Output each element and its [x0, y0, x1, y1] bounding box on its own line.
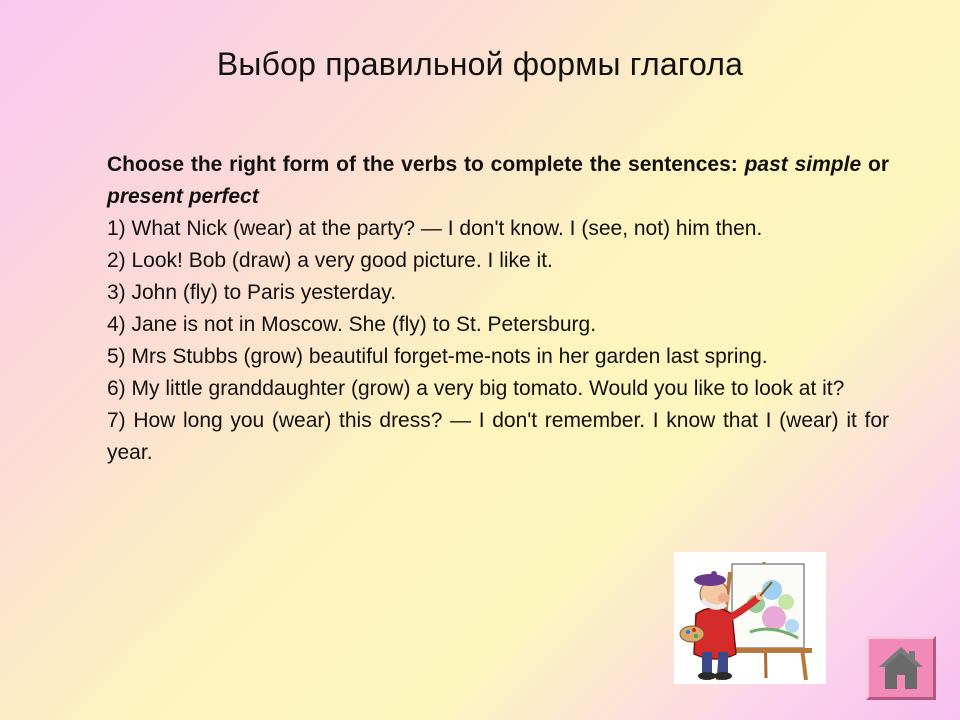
painter-illustration [674, 552, 826, 684]
sentence-6: 6) My little granddaughter (grow) a very big tomato. Would you like to look at it? [107, 377, 845, 400]
tense-present-perfect: present perfect [107, 185, 259, 208]
exercise-instruction [107, 149, 889, 213]
tense-past-simple: past simple [744, 153, 862, 176]
sentence-2: 2) Look! Bob (draw) a very good picture. I like it. [107, 249, 553, 272]
slide-title: Выбор правильной формы глагола [216, 46, 744, 82]
sentence-3: 3) John (fly) to Paris yesterday. [107, 281, 397, 304]
sentence-4: 4) Jane is not in Moscow. She (fly) to St. Petersburg. [107, 313, 597, 336]
exercise-text [107, 149, 889, 469]
painter-at-easel-icon [674, 552, 826, 684]
sentence-7: 7) How long you (wear) this dress? — I don't remember. I know that I (wear) it for year. [107, 409, 889, 464]
instruction-text: Choose the right form of the verbs to complete the sentences: [107, 153, 738, 176]
instruction-conjunction: or [868, 153, 889, 176]
sentence-5: 5) Mrs Stubbs (grow) beautiful forget-me-nots in her garden last spring. [107, 345, 768, 368]
sentence-1: 1) What Nick (wear) at the party? — I don't know. I (see, not) him then. [107, 217, 763, 240]
home-button[interactable] [866, 636, 936, 700]
home-icon [869, 639, 933, 697]
